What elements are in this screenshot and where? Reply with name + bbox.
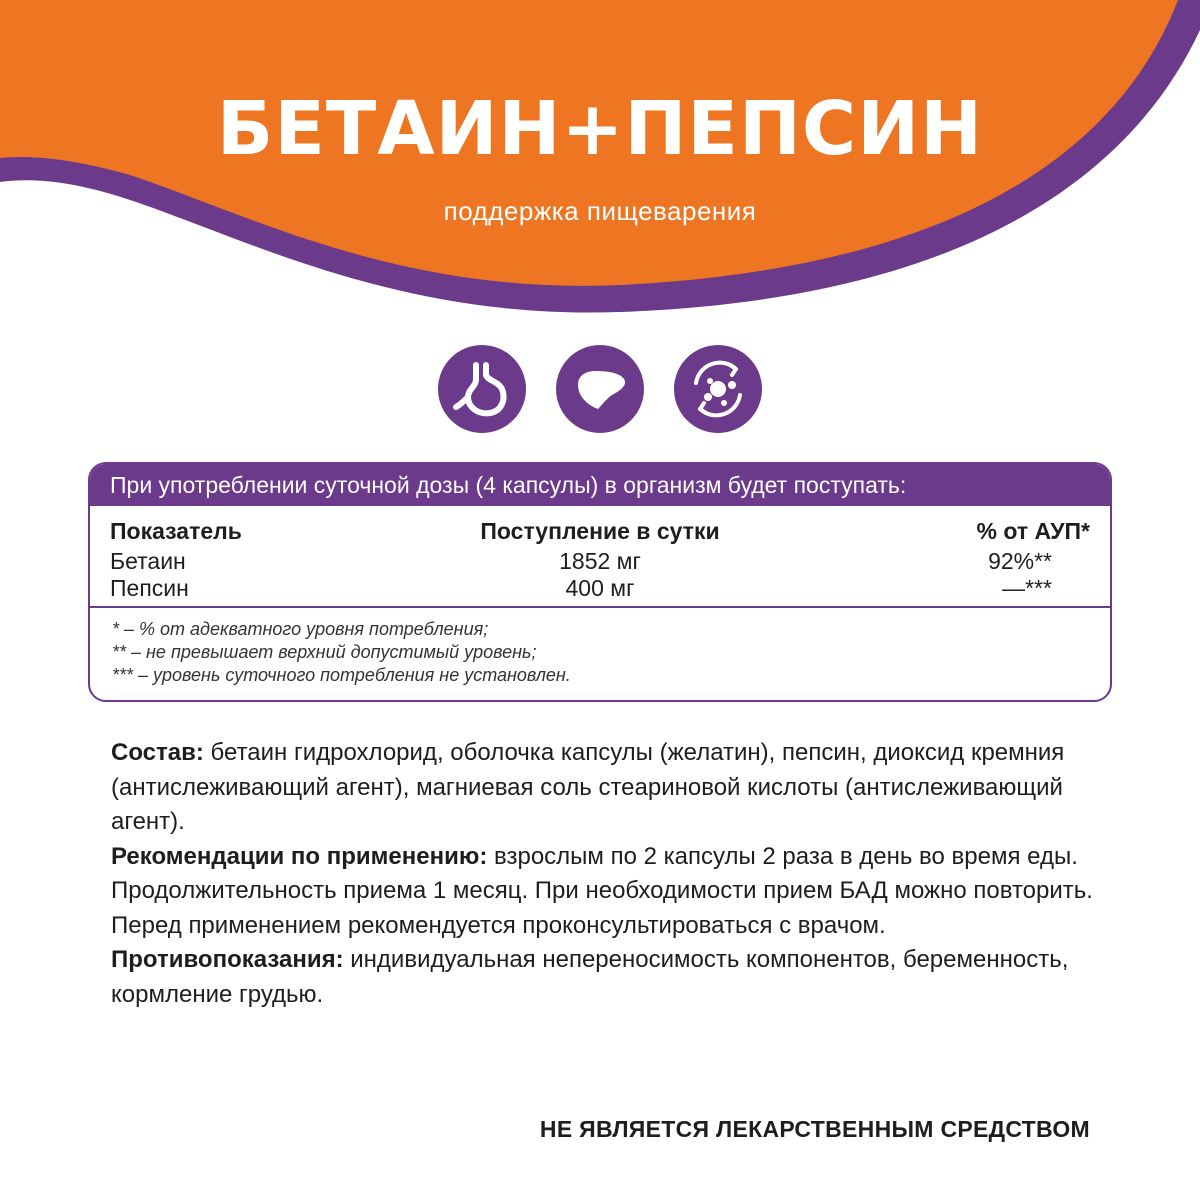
table-cell-percent: —*** — [1002, 575, 1052, 601]
liver-icon — [556, 345, 644, 433]
stomach-icon — [438, 345, 526, 433]
table-cell-amount: 400 мг — [565, 575, 635, 601]
footnotes — [112, 618, 571, 687]
contraindications-label: Противопоказания: — [111, 946, 344, 973]
recommendations-text: взрослым по 2 капсулы 2 раза в день во время еды. Продолжительность приема 1 месяц. При необходимости прием БАД можно повторить. Перед применением рекомендуется проконсультироваться с врачом. — [111, 842, 1093, 939]
recommendations-paragraph — [111, 840, 1101, 944]
nutrition-table — [90, 506, 1110, 608]
column-header-daily-intake: Поступление в сутки — [480, 518, 720, 544]
product-title: БЕТАИН+ПЕПСИН — [216, 86, 984, 172]
product-subtitle: поддержка пищеварения — [443, 196, 757, 226]
table-cell-name: Бетаин — [110, 548, 186, 574]
contraindications-paragraph — [111, 943, 1101, 1012]
composition-label: Состав: — [111, 739, 204, 766]
benefit-icons — [0, 345, 1200, 435]
footnote: *** – уровень суточного потребления не установлен. — [112, 665, 571, 685]
table-cell-amount: 1852 мг — [559, 548, 641, 574]
not-medicine-notice: НЕ ЯВЛЯЕТСЯ ЛЕКАРСТВЕННЫМ СРЕДСТВОМ — [539, 1116, 1090, 1142]
composition-text: бетаин гидрохлорид, оболочка капсулы (желатин), пепсин, диоксид кремния (антислеживающий агент), магниевая соль стеариновой кислоты (антислеживающий агент). — [111, 739, 1065, 835]
table-cell-name: Пепсин — [110, 575, 189, 601]
column-header-percent: % от АУП* — [976, 518, 1090, 544]
recommendations-label: Рекомендации по применению: — [111, 842, 488, 870]
product-description — [111, 736, 1101, 1012]
column-header-indicator: Показатель — [110, 518, 242, 544]
metabolism-icon — [674, 345, 762, 433]
contraindications-text: индивидуальная непереносимость компонентов, беременность, кормление грудью. — [111, 946, 1069, 1008]
footnote: ** – не превышает верхний допустимый уровень; — [112, 642, 537, 662]
nutrition-panel — [88, 462, 1112, 702]
panel-heading: При употреблении суточной дозы (4 капсулы) в организм будет поступать: — [90, 464, 1110, 506]
composition-paragraph — [111, 736, 1101, 840]
footnote: * – % от адекватного уровня потребления; — [112, 619, 489, 639]
table-cell-percent: 92%** — [988, 548, 1052, 574]
